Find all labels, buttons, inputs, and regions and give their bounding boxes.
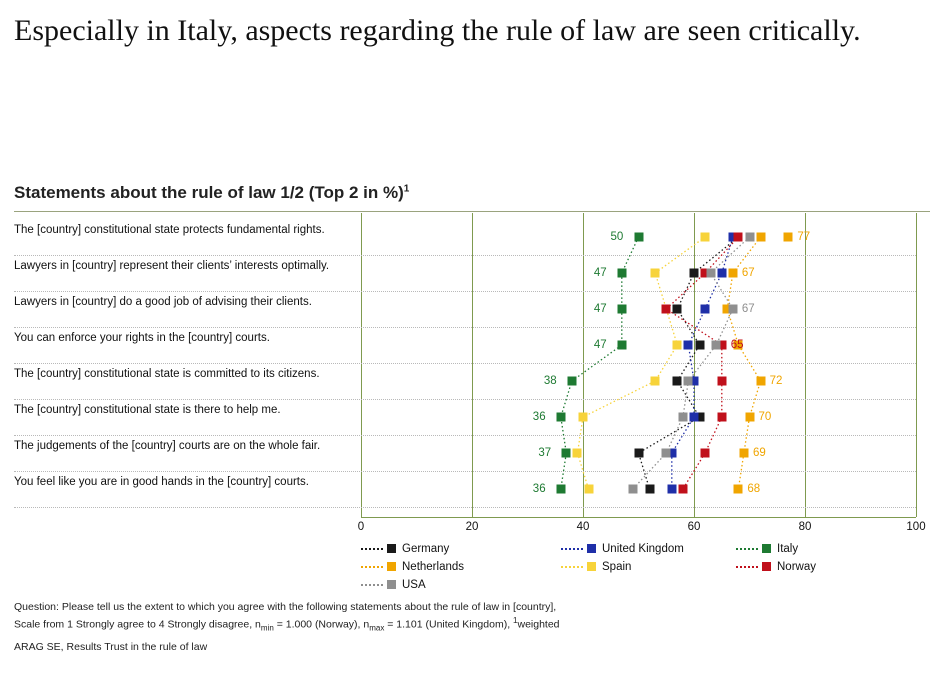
data-point-marker: [745, 233, 754, 242]
data-point-marker: [684, 341, 693, 350]
x-tick-label: 0: [357, 521, 365, 533]
legend-item: [561, 540, 736, 557]
legend-line-icon: [361, 548, 383, 550]
row-separator: [14, 255, 916, 256]
data-point-marker: [634, 233, 643, 242]
legend-marker-icon: [387, 562, 396, 571]
row-separator: [14, 327, 916, 328]
data-point-value: 36: [532, 411, 546, 423]
legend-label: United Kingdom: [602, 542, 684, 555]
legend-label: Italy: [777, 542, 799, 555]
data-point-marker: [617, 269, 626, 278]
data-point-marker: [717, 413, 726, 422]
data-point-value: 36: [532, 483, 546, 495]
footnote-line-2-b: = 1.000 (Norway), n: [273, 618, 370, 631]
data-point-marker: [745, 413, 754, 422]
legend-marker-icon: [587, 562, 596, 571]
data-point-marker: [579, 413, 588, 422]
data-point-marker: [562, 449, 571, 458]
x-tick-label: 20: [465, 521, 479, 533]
data-point-marker: [673, 341, 682, 350]
data-point-marker: [673, 305, 682, 314]
footnote-line-2-a: Scale from 1 Strongly agree to 4 Strongly disagree, n: [14, 618, 261, 631]
data-point-marker: [756, 377, 765, 386]
data-point-value: 67: [741, 267, 755, 279]
data-point-marker: [584, 485, 593, 494]
plot-region: [357, 213, 926, 533]
data-point-marker: [556, 485, 565, 494]
data-point-marker: [701, 305, 710, 314]
data-point-value: 47: [593, 267, 607, 279]
legend-item: [736, 558, 896, 575]
row-separator: [14, 363, 916, 364]
footnote-line-2-d: weighted: [517, 618, 560, 631]
legend-item: [361, 576, 561, 593]
data-point-marker: [728, 305, 737, 314]
data-point-marker: [667, 485, 676, 494]
data-point-marker: [701, 233, 710, 242]
data-point-value: 77: [797, 231, 811, 243]
data-point-marker: [567, 377, 576, 386]
legend-label: USA: [402, 578, 426, 591]
legend-marker-icon: [587, 544, 596, 553]
legend-line-icon: [736, 548, 758, 550]
data-point-marker: [556, 413, 565, 422]
data-point-marker: [728, 269, 737, 278]
chart-area: [14, 213, 930, 531]
data-point-marker: [712, 341, 721, 350]
data-point-marker: [739, 449, 748, 458]
chart-legend: [361, 540, 921, 594]
legend-line-icon: [361, 584, 383, 586]
data-point-marker: [684, 377, 693, 386]
data-point-value: 37: [538, 447, 552, 459]
data-point-value: 70: [758, 411, 772, 423]
chart-subtitle-text: Statements about the rule of law 1/2 (Top 2 in %): [14, 183, 404, 202]
top-divider: [14, 211, 930, 212]
data-point-marker: [678, 413, 687, 422]
data-point-marker: [628, 485, 637, 494]
data-point-value: 50: [610, 231, 624, 243]
data-point-value: 69: [752, 447, 766, 459]
data-point-marker: [717, 377, 726, 386]
x-axis-line: [361, 517, 916, 518]
legend-item: [561, 558, 736, 575]
data-point-marker: [651, 377, 660, 386]
x-tick-label: 40: [576, 521, 590, 533]
legend-line-icon: [361, 566, 383, 568]
footnote-weighted-marker: 1: [513, 616, 518, 625]
data-point-marker: [734, 233, 743, 242]
data-point-marker: [706, 269, 715, 278]
legend-marker-icon: [387, 544, 396, 553]
legend-label: Norway: [777, 560, 816, 573]
footnote-nmin-sub: min: [260, 623, 274, 633]
data-point-marker: [784, 233, 793, 242]
x-gridline: [916, 213, 917, 517]
row-separator: [14, 399, 916, 400]
data-point-value: 47: [593, 339, 607, 351]
data-point-marker: [717, 269, 726, 278]
footnote-line-1: Question: Please tell us the extent to which you agree with the following statements about the rule of law in [country],: [14, 601, 557, 613]
legend-label: Spain: [602, 560, 632, 573]
category-labels: [14, 213, 361, 503]
chart-subtitle: [14, 183, 409, 203]
data-point-value: 72: [769, 375, 783, 387]
row-label: Lawyers in [country] represent their clients’ interests optimally.: [14, 260, 330, 272]
legend-line-icon: [561, 566, 583, 568]
row-separator: [14, 291, 916, 292]
data-point-marker: [695, 341, 704, 350]
footnote-nmax-sub: max: [369, 623, 385, 633]
series-connectors: [361, 213, 916, 503]
legend-item: [361, 558, 561, 575]
row-separator: [14, 435, 916, 436]
x-tick-label: 80: [798, 521, 812, 533]
legend-marker-icon: [762, 562, 771, 571]
legend-line-icon: [561, 548, 583, 550]
chart-subtitle-footnote-marker: 1: [403, 183, 410, 195]
chart-footnote: [14, 600, 714, 636]
data-point-marker: [701, 449, 710, 458]
row-label: The judgements of the [country] courts are on the whole fair.: [14, 440, 321, 452]
row-label: You feel like you are in good hands in the [country] courts.: [14, 476, 309, 488]
row-label: The [country] constitutional state protects fundamental rights.: [14, 224, 325, 236]
legend-marker-icon: [387, 580, 396, 589]
data-point-value: 67: [741, 303, 755, 315]
row-separator: [14, 471, 916, 472]
legend-marker-icon: [762, 544, 771, 553]
data-point-marker: [734, 485, 743, 494]
row-label: The [country] constitutional state is committed to its citizens.: [14, 368, 320, 380]
data-point-marker: [673, 377, 682, 386]
footnote-line-2-c: = 1.101 (United Kingdom),: [384, 618, 514, 631]
data-point-marker: [678, 485, 687, 494]
legend-line-icon: [736, 566, 758, 568]
data-point-marker: [573, 449, 582, 458]
x-tick-label: 60: [687, 521, 701, 533]
data-point-marker: [651, 269, 660, 278]
legend-label: Germany: [402, 542, 450, 555]
x-tick-label: 100: [906, 521, 926, 533]
data-point-marker: [662, 449, 671, 458]
data-point-value: 65: [730, 339, 744, 351]
data-point-value: 38: [543, 375, 557, 387]
row-label: You can enforce your rights in the [country] courts.: [14, 332, 270, 344]
legend-item: [361, 540, 561, 557]
data-point-value: 68: [747, 483, 761, 495]
row-label: Lawyers in [country] do a good job of advising their clients.: [14, 296, 312, 308]
data-point-marker: [645, 485, 654, 494]
source-note: ARAG SE, Results Trust in the rule of law: [14, 641, 208, 653]
data-point-marker: [690, 269, 699, 278]
data-point-marker: [690, 413, 699, 422]
data-point-marker: [634, 449, 643, 458]
page-headline: Especially in Italy, aspects regarding the rule of law are seen critically.: [14, 14, 861, 47]
legend-label: Netherlands: [402, 560, 465, 573]
legend-item: [736, 540, 896, 557]
data-point-marker: [617, 305, 626, 314]
data-point-value: 47: [593, 303, 607, 315]
data-point-marker: [662, 305, 671, 314]
row-label: The [country] constitutional state is there to help me.: [14, 404, 281, 416]
data-point-marker: [617, 341, 626, 350]
data-point-marker: [756, 233, 765, 242]
row-separator: [14, 507, 916, 508]
